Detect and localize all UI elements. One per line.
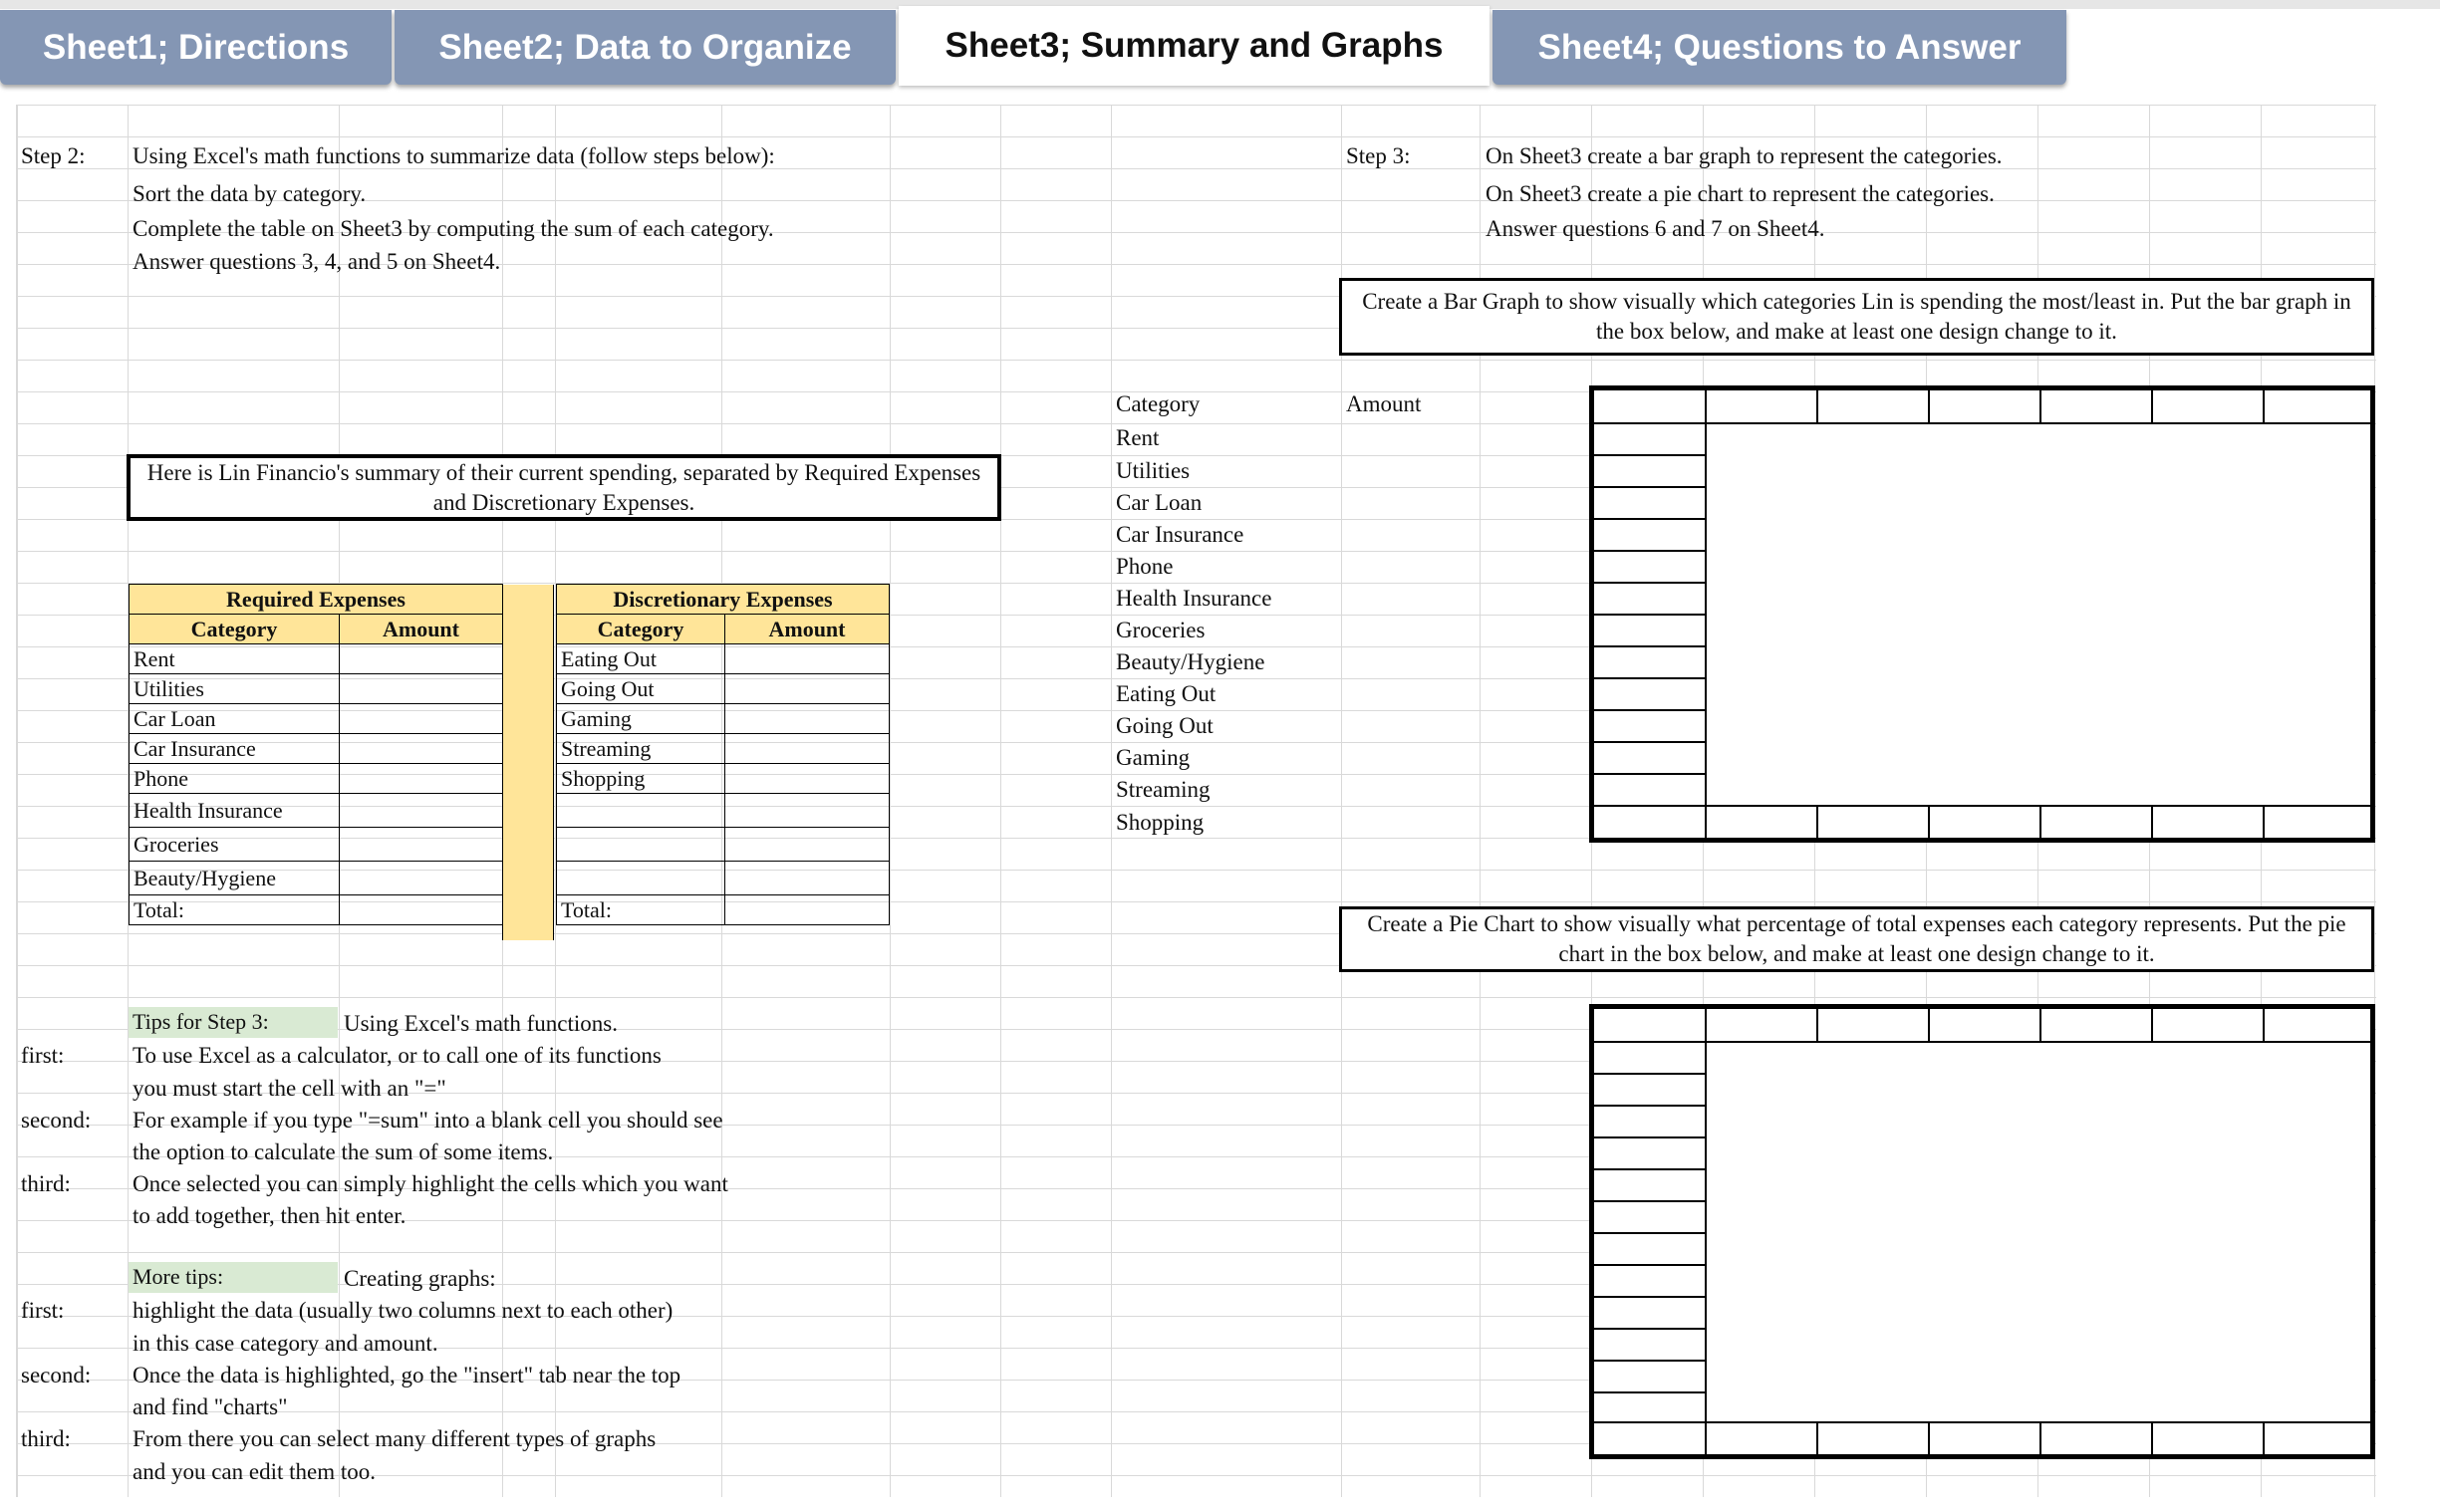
list-item[interactable]: Shopping	[1116, 810, 1205, 835]
table-row	[130, 794, 503, 828]
list-item[interactable]: Phone	[1116, 554, 1174, 579]
discretionary-amount-cell[interactable]	[725, 734, 890, 764]
tips-second-label: second:	[21, 1108, 92, 1133]
table-row	[557, 764, 890, 794]
required-amount-cell[interactable]	[340, 704, 503, 734]
list-item[interactable]: Groceries	[1116, 618, 1206, 642]
amount-list-header: Amount	[1346, 391, 1422, 416]
summary-box	[127, 454, 1001, 521]
step3-line-3: Answer questions 6 and 7 on Sheet4.	[1486, 216, 1825, 241]
tips-first-label: first:	[21, 1043, 65, 1068]
discretionary-category[interactable]: Eating Out	[557, 644, 725, 674]
list-item[interactable]: Eating Out	[1116, 681, 1217, 706]
required-category[interactable]: Rent	[130, 644, 340, 674]
table-row	[557, 704, 890, 734]
required-amount-cell[interactable]	[340, 862, 503, 895]
step2-line-4: Answer questions 3, 4, and 5 on Sheet4.	[133, 249, 501, 274]
discretionary-amount-cell[interactable]	[725, 764, 890, 794]
more-tips-third-line-2: and you can edit them too.	[133, 1459, 376, 1484]
list-item[interactable]: Utilities	[1116, 458, 1191, 483]
list-item[interactable]: Rent	[1116, 425, 1160, 450]
discretionary-col-category: Category	[557, 615, 725, 644]
discretionary-category[interactable]: Gaming	[557, 704, 725, 734]
required-amount-cell[interactable]	[340, 644, 503, 674]
tab-sheet2[interactable]: Sheet2; Data to Organize	[395, 10, 896, 85]
required-category[interactable]: Car Insurance	[130, 734, 340, 764]
discretionary-category[interactable]: Shopping	[557, 764, 725, 794]
more-tips-first-line-2: in this case category and amount.	[133, 1331, 438, 1356]
bar-graph-instruction-text: Create a Bar Graph to show visually which categories Lin is spending the most/least in. Put the bar graph in the box below, and make at least one design change to it.	[1362, 289, 2351, 344]
required-amount-cell[interactable]	[340, 828, 503, 862]
discretionary-title: Discretionary Expenses	[557, 585, 890, 615]
more-tips-third-line-1: From there you can select many different types of graphs	[133, 1426, 657, 1451]
table-row	[130, 895, 503, 925]
step3-line-2: On Sheet3 create a pie chart to represent the categories.	[1486, 181, 1995, 206]
table-gap-column	[502, 585, 554, 940]
discretionary-total-cell[interactable]	[725, 895, 890, 925]
tips-second-line-1: For example if you type "=sum" into a blank cell you should see	[133, 1108, 723, 1133]
step2-label: Step 2:	[21, 143, 86, 168]
tab-sheet3[interactable]: Sheet3; Summary and Graphs	[899, 6, 1490, 86]
bar-graph-area[interactable]	[1589, 385, 2375, 843]
tips-third-line-1: Once selected you can simply highlight the cells which you want	[133, 1171, 728, 1196]
discretionary-amount-cell[interactable]	[725, 794, 890, 828]
table-row	[130, 764, 503, 794]
required-col-category: Category	[130, 615, 340, 644]
required-amount-cell[interactable]	[340, 674, 503, 704]
discretionary-col-amount: Amount	[725, 615, 890, 644]
table-row	[557, 644, 890, 674]
discretionary-total-label[interactable]: Total:	[557, 895, 725, 925]
pie-chart-area[interactable]	[1589, 1004, 2375, 1459]
more-tips-first-line-1: highlight the data (usually two columns next to each other)	[133, 1298, 674, 1323]
list-item[interactable]: Beauty/Hygiene	[1116, 649, 1265, 674]
required-category[interactable]: Car Loan	[130, 704, 340, 734]
list-item[interactable]: Health Insurance	[1116, 586, 1272, 611]
discretionary-amount-cell[interactable]	[725, 644, 890, 674]
required-category[interactable]: Groceries	[130, 828, 340, 862]
list-item[interactable]: Car Loan	[1116, 490, 1203, 515]
table-row	[557, 734, 890, 764]
tips-step3-heading: Using Excel's math functions.	[344, 1011, 618, 1036]
discretionary-category[interactable]: Going Out	[557, 674, 725, 704]
required-category[interactable]: Phone	[130, 764, 340, 794]
discretionary-category[interactable]	[557, 828, 725, 862]
step3-line-1: On Sheet3 create a bar graph to represent the categories.	[1486, 143, 2003, 168]
discretionary-amount-cell[interactable]	[725, 704, 890, 734]
required-amount-cell[interactable]	[340, 794, 503, 828]
table-row	[130, 734, 503, 764]
table-row	[557, 862, 890, 895]
required-col-amount: Amount	[340, 615, 503, 644]
required-amount-cell[interactable]	[340, 764, 503, 794]
pie-chart-instruction-text: Create a Pie Chart to show visually what percentage of total expenses each category represents. Put the pie chart in the box below, and make at least one design change to it.	[1367, 911, 2346, 966]
more-tips-third-label: third:	[21, 1426, 71, 1451]
discretionary-amount-cell[interactable]	[725, 674, 890, 704]
discretionary-category[interactable]	[557, 862, 725, 895]
tips-step3-label: Tips for Step 3:	[129, 1007, 338, 1038]
discretionary-expenses-table	[556, 584, 890, 925]
discretionary-category[interactable]	[557, 794, 725, 828]
more-tips-first-label: first:	[21, 1298, 65, 1323]
more-tips-second-line-2: and find "charts"	[133, 1394, 288, 1419]
required-category[interactable]: Health Insurance	[130, 794, 340, 828]
required-category[interactable]: Utilities	[130, 674, 340, 704]
table-row	[557, 674, 890, 704]
summary-box-text: Here is Lin Financio's summary of their current spending, separated by Required Expenses and Discretionary Expenses.	[146, 459, 981, 515]
pie-chart-instruction-box	[1339, 906, 2374, 972]
tab-sheet4[interactable]: Sheet4; Questions to Answer	[1492, 10, 2066, 85]
required-title: Required Expenses	[130, 585, 503, 615]
step2-line-1: Using Excel's math functions to summarize data (follow steps below):	[133, 143, 775, 168]
category-list-header: Category	[1116, 391, 1201, 416]
tips-first-line-2: you must start the cell with an "="	[133, 1076, 446, 1101]
required-category[interactable]: Beauty/Hygiene	[130, 862, 340, 895]
bar-graph-instruction-box	[1339, 278, 2374, 356]
more-tips-second-line-1: Once the data is highlighted, go the "insert" tab near the top	[133, 1363, 681, 1387]
step2-line-2: Sort the data by category.	[133, 181, 367, 206]
tips-third-line-2: to add together, then hit enter.	[133, 1203, 407, 1228]
tips-third-label: third:	[21, 1171, 71, 1196]
more-tips-second-label: second:	[21, 1363, 92, 1387]
required-total-cell[interactable]	[340, 895, 503, 925]
required-expenses-table	[129, 584, 503, 925]
table-row	[130, 644, 503, 674]
list-item[interactable]: Car Insurance	[1116, 522, 1244, 547]
tips-first-line-1: To use Excel as a calculator, or to call one of its functions	[133, 1043, 662, 1068]
table-row	[130, 674, 503, 704]
table-row	[130, 704, 503, 734]
more-tips-heading: Creating graphs:	[344, 1266, 496, 1291]
required-amount-cell[interactable]	[340, 734, 503, 764]
table-row	[130, 828, 503, 862]
list-item[interactable]: Streaming	[1116, 777, 1211, 802]
discretionary-category[interactable]: Streaming	[557, 734, 725, 764]
list-item[interactable]: Going Out	[1116, 713, 1214, 738]
discretionary-amount-cell[interactable]	[725, 828, 890, 862]
sheet-tab-bar	[0, 0, 2440, 88]
table-row	[130, 862, 503, 895]
tips-second-line-2: the option to calculate the sum of some items.	[133, 1139, 554, 1164]
table-row	[557, 794, 890, 828]
step2-line-3: Complete the table on Sheet3 by computing the sum of each category.	[133, 216, 774, 241]
table-row	[557, 895, 890, 925]
required-total-label[interactable]: Total:	[130, 895, 340, 925]
discretionary-amount-cell[interactable]	[725, 862, 890, 895]
table-row	[557, 828, 890, 862]
list-item[interactable]: Gaming	[1116, 745, 1191, 770]
step3-label: Step 3:	[1346, 143, 1411, 168]
more-tips-label: More tips:	[129, 1262, 338, 1293]
tab-sheet1[interactable]: Sheet1; Directions	[0, 10, 392, 85]
